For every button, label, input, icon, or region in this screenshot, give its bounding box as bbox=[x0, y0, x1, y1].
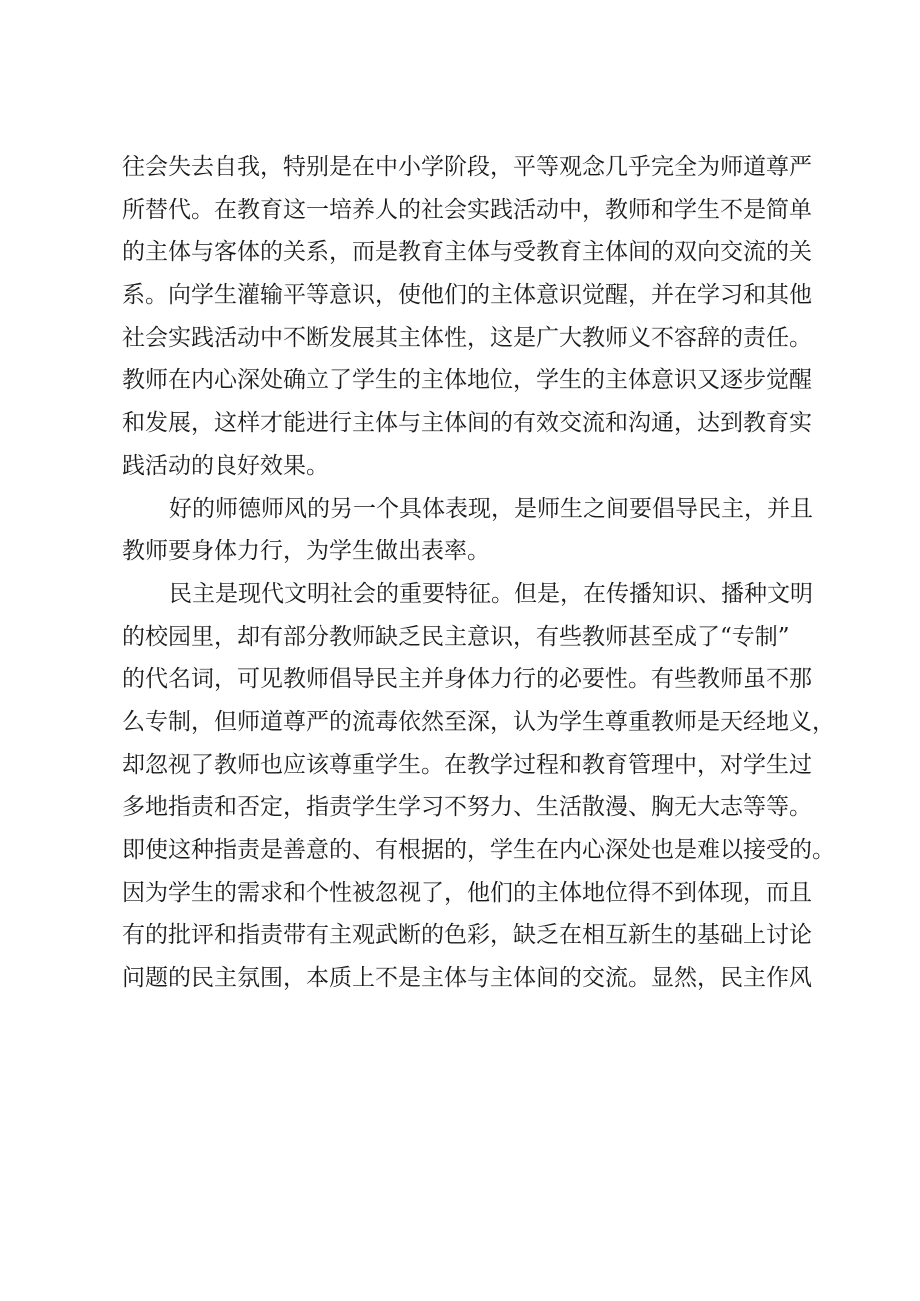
text-line: 的校园里，却有部分教师缺乏民主意识，有些教师甚至成了“专制” bbox=[122, 623, 790, 650]
text-line: 所替代。在教育这一培养人的社会实践活动中，教师和学生不是简单 bbox=[122, 196, 812, 223]
text-line: 因为学生的需求和个性被忽视了，他们的主体地位得不到体现，而且 bbox=[122, 879, 812, 906]
text-line: 有的批评和指责带有主观武断的色彩，缺乏在相互新生的基础上讨论 bbox=[122, 922, 812, 949]
text-line: 问题的民主氛围，本质上不是主体与主体间的交流。显然，民主作风 bbox=[122, 965, 812, 992]
text-line: 教师要身体力行，为学生做出表率。 bbox=[122, 538, 490, 565]
paragraph-2 bbox=[122, 488, 842, 573]
text-line: 教师在内心深处确立了学生的主体地位，学生的主体意识又逐步觉醒 bbox=[122, 367, 812, 394]
text-line: 即使这种指责是善意的、有根据的，学生在内心深处也是难以接受的。 bbox=[122, 837, 835, 863]
text-line: 的主体与客体的关系，而是教育主体与受教育主体间的双向交流的关 bbox=[122, 239, 812, 266]
text-line: 么专制，但师道尊严的流毒依然至深，认为学生尊重教师是天经地义， bbox=[122, 708, 835, 735]
text-line: 践活动的良好效果。 bbox=[122, 452, 329, 479]
text-line: 社会实践活动中不断发展其主体性，这是广大教师义不容辞的责任。 bbox=[122, 324, 812, 351]
text-line: 的代名词，可见教师倡导民主并身体力行的必要性。有些教师虽不那 bbox=[122, 666, 812, 693]
body-text bbox=[122, 146, 842, 1000]
text-line: 系。向学生灌输平等意识，使他们的主体意识觉醒，并在学习和其他 bbox=[122, 282, 812, 309]
text-line: 民主是现代文明社会的重要特征。但是，在传播知识、播种文明 bbox=[169, 580, 813, 607]
text-line: 多地指责和否定，指责学生学习不努力、生活散漫、胸无大志等等。 bbox=[122, 794, 812, 821]
text-line: 却忽视了教师也应该尊重学生。在教学过程和教育管理中，对学生过 bbox=[122, 751, 812, 778]
text-line: 好的师德师风的另一个具体表现，是师生之间要倡导民主，并且 bbox=[169, 495, 813, 522]
text-line: 往会失去自我，特别是在中小学阶段，平等观念几乎完全为师道尊严 bbox=[122, 154, 812, 180]
paragraph-1 bbox=[122, 146, 842, 488]
text-line: 和发展，这样才能进行主体与主体间的有效交流和沟通，达到教育实 bbox=[122, 410, 812, 437]
paragraph-3 bbox=[122, 573, 842, 1000]
